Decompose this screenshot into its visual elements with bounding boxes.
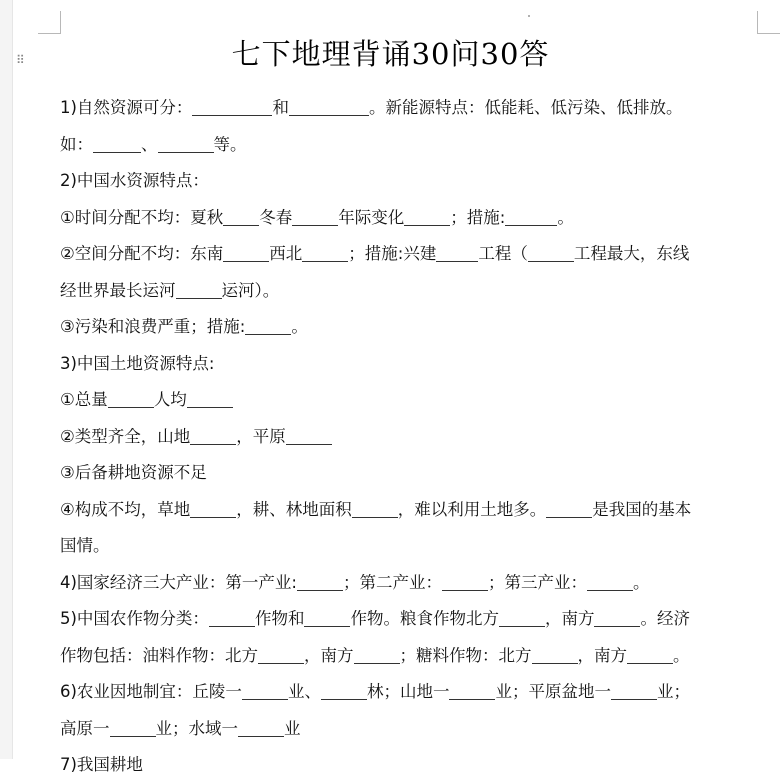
line-text: ，平原 [236,426,286,446]
fill-in-blank [93,130,141,153]
line-text: 。新能源特点：低能耗、低污染、低排放。 [368,98,683,117]
line-text: ；第三产业： [488,572,587,592]
text-line [60,309,760,346]
line-text: ①总量 [60,390,108,409]
document-title: 七下地理背诵30问30答 [231,37,550,71]
fill-in-blank [158,130,214,153]
fill-in-blank [594,604,640,627]
line-text: ；第二产业： [343,572,442,592]
text-line [60,200,760,237]
fill-in-blank [499,604,545,627]
line-text: ②类型齐全，山地 [60,426,191,446]
text-line [60,674,760,711]
fill-in-blank [242,677,288,700]
fill-in-blank [546,495,592,518]
fill-in-blank [587,568,633,591]
line-text: 。 [291,317,308,336]
fill-in-blank [190,422,236,445]
line-text: ，南方 [304,645,354,665]
line-text: 2)中国水资源特点： [60,171,209,190]
text-line [60,711,760,748]
line-text: ；措施:兴建 [348,244,437,263]
line-text: 、 [141,134,158,154]
fill-in-blank [190,495,236,518]
line-text: 林；山地一 [366,682,450,701]
fill-in-blank [532,641,578,664]
line-text: 运河）。 [221,280,280,300]
fill-in-blank [321,677,367,700]
line-text: 人均 [153,390,187,409]
line-text: 5)中国农作物分类： [60,609,209,628]
fill-in-blank [286,422,332,445]
fill-in-blank [176,276,222,299]
text-line [60,346,760,383]
fill-in-blank [289,93,369,116]
fill-in-blank [528,239,574,262]
fill-in-blank [192,93,272,116]
cursor-dot [528,15,530,17]
line-text: 作物。粮食作物北方 [350,609,499,628]
fill-in-blank [611,677,657,700]
line-text: ④构成不均，草地 [60,499,191,519]
line-text: 3)中国土地资源特点: [60,353,215,373]
fill-in-blank [352,495,398,518]
fill-in-blank [209,604,255,627]
left-margin-strip [0,0,13,759]
line-text: 是我国的基本 [592,499,692,519]
text-line [60,163,760,200]
line-text: 工程（ [478,244,528,263]
text-line [60,90,760,127]
text-line [60,273,760,310]
text-line [60,419,760,456]
fill-in-blank [404,203,450,226]
line-text: 4)国家经济三大产业：第一产业: [60,572,297,592]
line-text: 业、 [287,682,321,701]
line-text: 业；水域一 [155,718,238,738]
line-text: 业； [656,682,690,701]
fill-in-blank [223,239,269,262]
text-line [60,382,760,419]
line-text: 年际变化 [338,207,405,227]
fill-in-blank [110,714,156,737]
line-text: 业；平原盆地一 [495,682,611,701]
text-line [60,638,760,675]
text-line [60,492,760,529]
fill-in-blank [245,312,291,335]
line-text: ③污染和浪费严重；措施: [60,317,246,336]
text-line [60,455,760,492]
fill-in-blank [108,385,154,408]
line-text: ；糖料作物：北方 [399,645,532,665]
line-text: 。 [633,572,650,592]
line-text: ，南方 [577,645,627,665]
line-text: 业 [284,718,301,738]
fill-in-blank [505,203,557,226]
line-text: ；措施: [450,207,506,227]
line-text: 西北 [269,244,303,263]
fill-in-blank [304,604,350,627]
line-text: 7)我国耕地 [60,755,143,774]
line-text: ③后备耕地资源不足 [60,463,207,482]
page-corner-marker-top-left [38,11,61,34]
text-line [60,565,760,602]
text-line [60,747,760,784]
fill-in-blank [442,568,488,591]
line-text: 等。 [213,134,247,154]
text-line [60,528,760,565]
line-text: 。 [557,207,574,227]
line-text: 作物和 [254,609,305,628]
fill-in-blank [187,385,233,408]
fill-in-blank [449,677,495,700]
line-text: ，南方 [544,609,595,628]
text-line [60,127,760,164]
fill-in-blank [223,203,259,226]
line-text: ，耕、林地面积 [236,499,352,519]
page-corner-marker-top-right [757,11,780,34]
line-text: 如： [60,134,93,154]
fill-in-blank [238,714,284,737]
text-line [60,601,760,638]
fill-in-blank [258,641,304,664]
fill-in-blank [292,203,338,226]
fill-in-blank [436,239,478,262]
fill-in-blank [354,641,400,664]
line-text: 经世界最长运河 [60,280,176,300]
line-text: 1)自然资源可分： [60,98,193,117]
line-text: 冬春 [259,207,293,227]
line-text: ②空间分配不均：东南 [60,244,224,263]
drag-handle-icon[interactable]: ⠿ [16,53,24,67]
line-text: 6)农业因地制宜：丘陵一 [60,682,242,701]
line-text: ①时间分配不均：夏秋 [60,207,224,227]
fill-in-blank [297,568,343,591]
line-text: 国情。 [60,536,110,555]
fill-in-blank [627,641,673,664]
line-text: 。 [673,645,690,665]
line-text: 作物包括：油料作物：北方 [60,645,258,665]
fill-in-blank [302,239,348,262]
document-body [60,90,760,784]
line-text: 工程最大，东线 [573,244,690,263]
line-text: 和 [272,98,289,117]
line-text: ，难以利用土地多。 [397,499,547,519]
line-text: 。经济 [640,609,690,628]
text-line [60,236,760,273]
line-text: 高原一 [60,718,110,738]
